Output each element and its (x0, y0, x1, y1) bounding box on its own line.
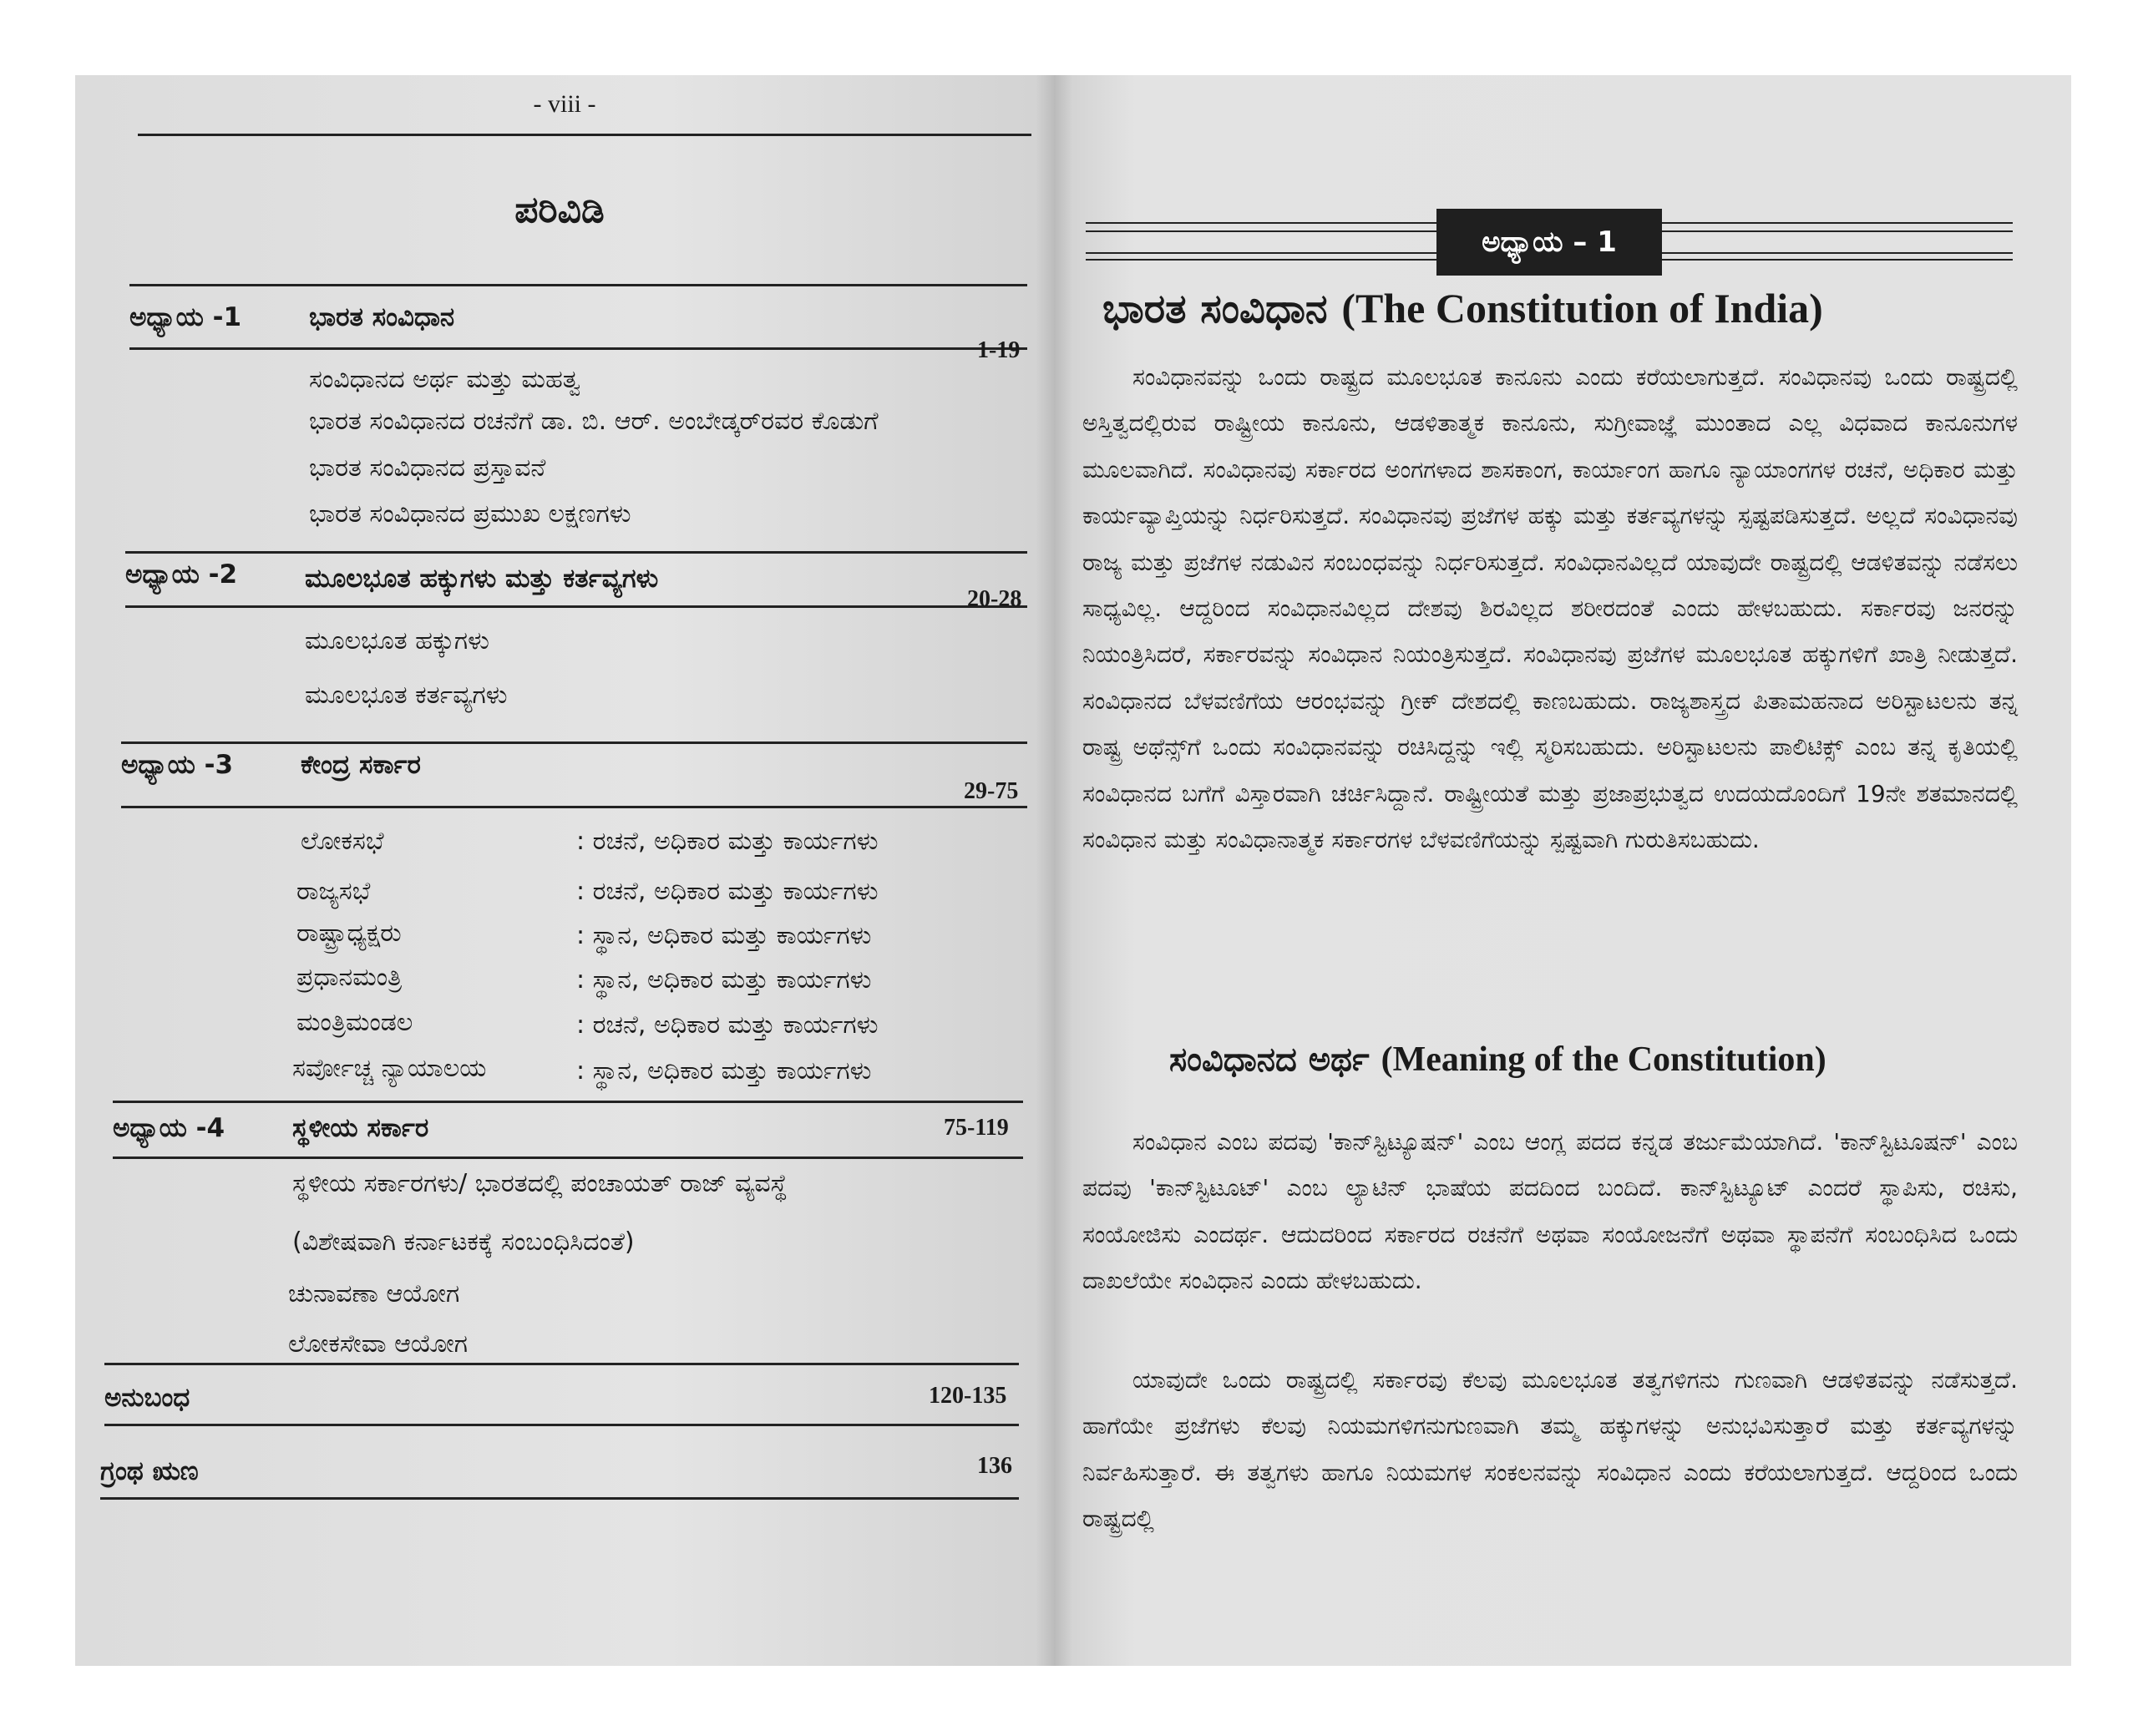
divider (129, 284, 1027, 286)
chapter-badge: ಅಧ್ಯಾಯ – 1 (1436, 209, 1662, 276)
toc-subitem: ಸಂವಿಧಾನದ ಅರ್ಥ ಮತ್ತು ಮಹತ್ವ (309, 365, 581, 394)
appendix-pages: 120-135 (929, 1383, 1007, 1409)
appendix-label: ಅನುಬಂಧ (104, 1383, 190, 1413)
bibliography-label: ಗ್ರಂಥ ಋಣ (100, 1456, 199, 1486)
chapter-2-label: ಅಧ್ಯಾಯ -2 (125, 559, 238, 590)
section-title (1169, 1040, 1826, 1080)
book-gutter (1036, 75, 1072, 1666)
toc-subitem-desc: : ಸ್ಥಾನ, ಅಧಿಕಾರ ಮತ್ತು ಕಾರ್ಯಗಳು (576, 921, 872, 950)
chapter-title (1102, 284, 1823, 333)
toc-subitem-desc: : ರಚನೆ, ಅಧಿಕಾರ ಮತ್ತು ಕಾರ್ಯಗಳು (576, 877, 879, 906)
toc-subitem-desc: : ಸ್ಥಾನ, ಅಧಿಕಾರ ಮತ್ತು ಕಾರ್ಯಗಳು (576, 1056, 872, 1086)
divider (125, 551, 1027, 554)
divider (129, 347, 1027, 350)
toc-subitem: ಭಾರತ ಸಂವಿಧಾನದ ಪ್ರಮುಖ ಲಕ್ಷಣಗಳು (309, 499, 631, 529)
toc-subitem: ಸ್ಥಳೀಯ ಸರ್ಕಾರಗಳು/ ಭಾರತದಲ್ಲಿ ಪಂಚಾಯತ್ ರಾಜ್ ವ್ಯವಸ್ಥೆ (292, 1169, 788, 1198)
divider (113, 1101, 1023, 1103)
toc-subitem: ಮೂಲಭೂತ ಕರ್ತವ್ಯಗಳು (305, 681, 508, 710)
page-number: - viii - (533, 90, 596, 118)
toc-subitem-name: ಮಂತ್ರಿಮಂಡಲ (296, 1008, 413, 1037)
divider (121, 806, 1027, 808)
toc-subitem-desc: : ರಚನೆ, ಅಧಿಕಾರ ಮತ್ತು ಕಾರ್ಯಗಳು (576, 1010, 879, 1040)
chapter-1-title: ಭಾರತ ಸಂವಿಧಾನ (309, 302, 455, 332)
chapter-4-title: ಸ್ಥಳೀಯ ಸರ್ಕಾರ (292, 1113, 429, 1143)
chapter-1-pages: 1-19 (977, 337, 1021, 363)
toc-subitem: ಚುನಾವಣಾ ಆಯೋಗ (288, 1279, 460, 1308)
body-paragraph: ಯಾವುದೇ ಒಂದು ರಾಷ್ಟ್ರದಲ್ಲಿ ಸರ್ಕಾರವು ಕೆಲವು ಮೂಲಭೂತ ತತ್ವಗಳಿಗನು ಗುಣವಾಗಿ ಆಡಳಿತವನ್ನು ನಡೆಸುತ್ತದೆ. ಹಾಗೆಯೇ ಪ್ರಜೆಗಳು ಕೆಲವು ನಿಯಮಗಳಿಗನುಗುಣವಾಗಿ ತಮ್ಮ ಹಕ್ಕುಗಳನ್ನು ಅನುಭವಿಸುತ್ತಾರೆ ಮತ್ತು ಕರ್ತವ್ಯಗಳನ್ನು ನಿರ್ವಹಿಸುತ್ತಾರೆ. ಈ ತತ್ವಗಳು ಹಾಗೂ ನಿಯಮಗಳ ಸಂಕಲನವನ್ನು ಸಂವಿಧಾನ ಎಂದು ಕರೆಯಲಾಗುತ್ತದೆ. ಆದ್ದರಿಂದ ಒಂದು ರಾಷ್ಟ್ರದಲ್ಲಿ (1082, 1366, 2018, 1533)
toc-subitem: ಭಾರತ ಸಂವಿಧಾನದ ರಚನೆಗೆ ಡಾ. ಬಿ. ಆರ್. ಅಂಬೇಡ್ಕರ್‌ರವರ ಕೊಡುಗೆ (309, 407, 879, 436)
divider (104, 1424, 1019, 1426)
chapter-4-pages: 75-119 (944, 1115, 1009, 1141)
toc-title: ಪರಿವಿಡಿ (514, 189, 605, 231)
bibliography-pages: 136 (977, 1453, 1012, 1479)
chapter-3-pages: 29-75 (964, 778, 1019, 804)
toc-subitem: ಭಾರತ ಸಂವಿಧಾನದ ಪ್ರಸ್ತಾವನೆ (309, 453, 546, 483)
toc-subitem-desc: : ಸ್ಥಾನ, ಅಧಿಕಾರ ಮತ್ತು ಕಾರ್ಯಗಳು (576, 965, 872, 995)
divider (100, 1497, 1019, 1500)
body-paragraph: ಸಂವಿಧಾನ ಎಂಬ ಪದವು 'ಕಾನ್‌ಸ್ಟಿಟ್ಯೂಷನ್' ಎಂಬ ಆಂಗ್ಲ ಪದದ ಕನ್ನಡ ತರ್ಜುಮೆಯಾಗಿದೆ. 'ಕಾನ್‌ಸ್ಟಿಟೂಷನ್' ಎಂಬ ಪದವು 'ಕಾನ್‌ಸ್ಟಿಟೂಟ್' ಎಂಬ ಲ್ಯಾಟಿನ್ ಭಾಷೆಯ ಪದದಿಂದ ಬಂದಿದೆ. ಕಾನ್‌ಸ್ಟಿಟ್ಯೂಟ್ ಎಂದರೆ ಸ್ಥಾಪಿಸು, ರಚಿಸು, ಸಂಯೋಜಿಸು ಎಂದರ್ಥ. ಆದುದರಿಂದ ಸರ್ಕಾರದ ರಚನೆಗೆ ಅಥವಾ ಸಂಯೋಜನೆಗೆ ಅಥವಾ ಸ್ಥಾಪನೆಗೆ ಸಂಬಂಧಿಸಿದ ಒಂದು ದಾಖಲೆಯೇ ಸಂವಿಧಾನ ಎಂದು ಹೇಳಬಹುದು. (1082, 1128, 2018, 1295)
chapter-4-label: ಅಧ್ಯಾಯ -4 (113, 1113, 225, 1143)
divider (113, 1156, 1023, 1159)
toc-subitem-desc: : ರಚನೆ, ಅಧಿಕಾರ ಮತ್ತು ಕಾರ್ಯಗಳು (576, 827, 879, 856)
toc-subitem-name: ಪ್ರಧಾನಮಂತ್ರಿ (296, 963, 403, 992)
divider (104, 1363, 1019, 1365)
chapter-3-title: ಕೇಂದ್ರ ಸರ್ಕಾರ (301, 750, 421, 780)
chapter-2-pages: 20-28 (967, 586, 1022, 612)
divider (121, 741, 1027, 744)
chapter-title-english: (The Constitution of India) (1341, 285, 1823, 332)
toc-subitem-name: ರಾಷ್ಟ್ರಾಧ್ಯಕ್ಷರು (296, 919, 402, 948)
toc-subitem-name: ಸರ್ವೋಚ್ಚ ನ್ಯಾಯಾಲಯ (292, 1054, 487, 1083)
toc-subitem: ಮೂಲಭೂತ ಹಕ್ಕುಗಳು (305, 626, 489, 655)
toc-subitem-name: ಲೋಕಸಭೆ (301, 827, 384, 856)
toc-subitem: ಲೋಕಸೇವಾ ಆಯೋಗ (288, 1329, 468, 1359)
chapter-1-label: ಅಧ್ಯಾಯ -1 (129, 302, 242, 332)
chapter-2-title: ಮೂಲಭೂತ ಹಕ್ಕುಗಳು ಮತ್ತು ಕರ್ತವ್ಯಗಳು (305, 564, 659, 594)
chapter-title-kannada: ಭಾರತ ಸಂವಿಧಾನ (1102, 286, 1328, 332)
top-rule (138, 134, 1031, 136)
chapter-3-label: ಅಧ್ಯಾಯ -3 (121, 750, 234, 780)
section-title-english: (Meaning of the Constitution) (1381, 1040, 1826, 1079)
divider (125, 605, 1027, 608)
body-paragraph: ಸಂವಿಧಾನವನ್ನು ಒಂದು ರಾಷ್ಟ್ರದ ಮೂಲಭೂತ ಕಾನೂನು ಎಂದು ಕರೆಯಲಾಗುತ್ತದೆ. ಸಂವಿಧಾನವು ಒಂದು ರಾಷ್ಟ್ರದಲ್ಲಿ ಅಸ್ತಿತ್ವದಲ್ಲಿರುವ ರಾಷ್ಟ್ರೀಯ ಕಾನೂನು, ಆಡಳಿತಾತ್ಮಕ ಕಾನೂನು, ಸುಗ್ರೀವಾಜ್ಞೆ ಮುಂತಾದ ಎಲ್ಲ ವಿಧವಾದ ಕಾನೂನುಗಳ ಮೂಲವಾಗಿದೆ. ಸಂವಿಧಾನವು ಸರ್ಕಾರದ ಅಂಗಗಳಾದ ಶಾಸಕಾಂಗ, ಕಾರ್ಯಾಂಗ ಹಾಗೂ ನ್ಯಾಯಾಂಗಗಳ ರಚನೆ, ಅಧಿಕಾರ ಮತ್ತು ಕಾರ್ಯವ್ಯಾಪ್ತಿಯನ್ನು ನಿರ್ಧರಿಸುತ್ತದೆ. ಸಂವಿಧಾನವು ಪ್ರಜೆಗಳ ಹಕ್ಕು ಮತ್ತು ಕರ್ತವ್ಯಗಳನ್ನು ಸ್ಪಷ್ಟಪಡಿಸುತ್ತದೆ. ಅಲ್ಲದೆ ಸಂವಿಧಾನವು ರಾಜ್ಯ ಮತ್ತು ಪ್ರಜೆಗಳ ನಡುವಿನ ಸಂಬಂಧವನ್ನು ನಿರ್ಧರಿಸುತ್ತದೆ. ಸಂವಿಧಾನವಿಲ್ಲದೆ ಯಾವುದೇ ರಾಷ್ಟ್ರದಲ್ಲಿ ಆಡಳಿತವನ್ನು ನಡೆಸಲು ಸಾಧ್ಯವಿಲ್ಲ. ಆದ್ದರಿಂದ ಸಂವಿಧಾನವಿಲ್ಲದ ದೇಶವು ಶಿರವಿಲ್ಲದ ಶರೀರದಂತೆ ಎಂದು ಹೇಳಬಹುದು. ಸರ್ಕಾರವು ಜನರನ್ನು ನಿಯಂತ್ರಿಸಿದರೆ, ಸರ್ಕಾರವನ್ನು ಸಂವಿಧಾನ ನಿಯಂತ್ರಿಸುತ್ತದೆ. ಸಂವಿಧಾನವು ಪ್ರಜೆಗಳ ಮೂಲಭೂತ ಹಕ್ಕುಗಳಿಗೆ ಖಾತ್ರಿ ನೀಡುತ್ತದೆ. ಸಂವಿಧಾನದ ಬೆಳವಣಿಗೆಯ ಆರಂಭವನ್ನು ಗ್ರೀಕ್ ದೇಶದಲ್ಲಿ ಕಾಣಬಹುದು. ರಾಜ್ಯಶಾಸ್ತ್ರದ ಪಿತಾಮಹನಾದ ಅರಿಸ್ಟಾಟಲನು ತನ್ನ ರಾಷ್ಟ್ರ ಅಥೆನ್ಸ್‌ಗೆ ಒಂದು ಸಂವಿಧಾನವನ್ನು ರಚಿಸಿದ್ದನ್ನು ಇಲ್ಲಿ ಸ್ಮರಿಸಬಹುದು. ಅರಿಸ್ಟಾಟಲನು ಪಾಲಿಟಿಕ್ಸ್ ಎಂಬ ತನ್ನ ಕೃತಿಯಲ್ಲಿ ಸಂವಿಧಾನದ ಬಗೆಗೆ ವಿಸ್ತಾರವಾಗಿ ಚರ್ಚಿಸಿದ್ದಾನೆ. ರಾಷ್ಟ್ರೀಯತೆ ಮತ್ತು ಪ್ರಜಾಪ್ರಭುತ್ವದ ಉದಯದೊಂದಿಗೆ 19ನೇ ಶತಮಾನದಲ್ಲಿ ಸಂವಿಧಾನ ಮತ್ತು ಸಂವಿಧಾನಾತ್ಮಕ ಸರ್ಕಾರಗಳ ಬೆಳವಣಿಗೆಯನ್ನು ಸ್ಪಷ್ಟವಾಗಿ ಗುರುತಿಸಬಹುದು. (1082, 363, 2018, 854)
toc-subitem: (ವಿಶೇಷವಾಗಿ ಕರ್ನಾಟಕಕ್ಕೆ ಸಂಬಂಧಿಸಿದಂತೆ) (292, 1227, 635, 1257)
section-title-kannada: ಸಂವಿಧಾನದ ಅರ್ಥ (1169, 1040, 1370, 1079)
toc-subitem-name: ರಾಜ್ಯಸಭೆ (296, 877, 371, 906)
